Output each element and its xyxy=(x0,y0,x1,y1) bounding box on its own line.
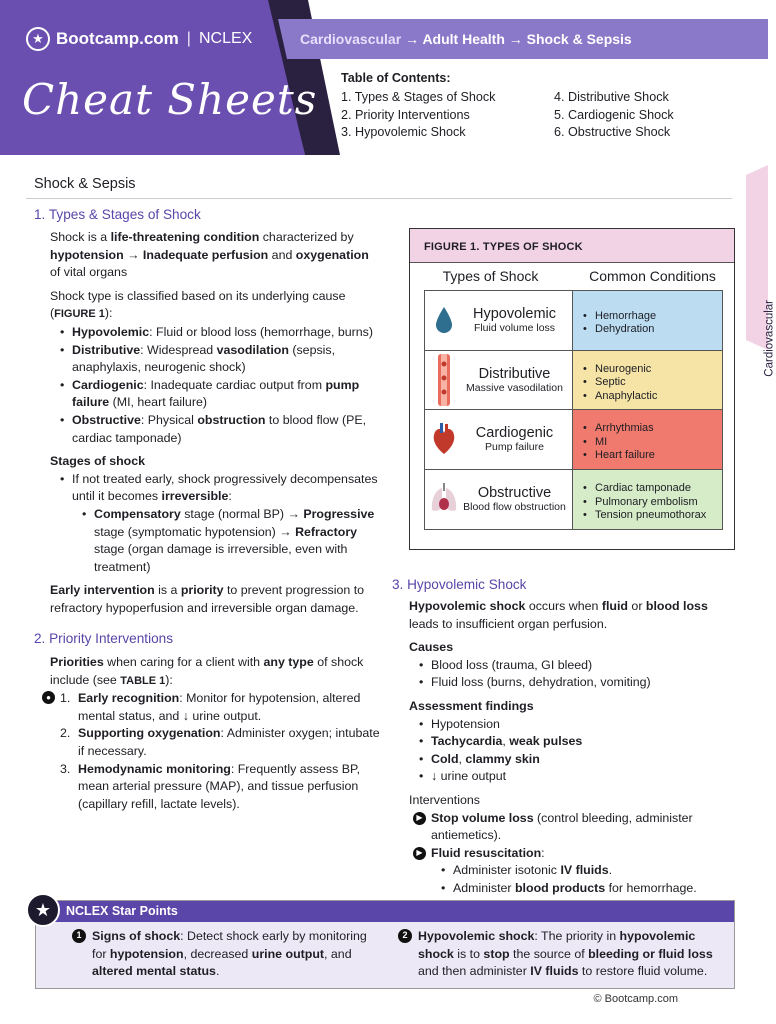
intervention-item: ▶ Stop volume loss (control bleeding, administer antiemetics). xyxy=(409,810,739,845)
shock-type-text xyxy=(457,306,572,334)
shock-type-text xyxy=(457,366,572,394)
shock-type-name: Cardiogenic xyxy=(475,425,554,442)
list-item: • Cold, clammy skin xyxy=(409,751,739,769)
sub-list xyxy=(431,862,739,897)
conditions-cell xyxy=(573,470,722,530)
toc-item[interactable]: 3. Hypovolemic Shock xyxy=(341,125,466,139)
stage-list xyxy=(50,471,380,577)
brand-name: Bootcamp.com xyxy=(56,29,179,48)
condition-item: • Anaphylactic xyxy=(583,390,657,404)
figure-column-headers xyxy=(410,263,734,289)
condition-item: • Dehydration xyxy=(583,323,656,337)
shock-type-name: Distributive xyxy=(478,365,551,382)
list-item: • Obstructive: Physical obstruction to blood flow (PE, cardiac tamponade) xyxy=(50,412,380,447)
figure-row xyxy=(425,410,722,470)
breadcrumb-item[interactable]: Cardiovascular xyxy=(300,31,402,47)
subheading: Stages of shock xyxy=(50,454,146,469)
column-header: Common Conditions xyxy=(589,268,716,284)
brand[interactable] xyxy=(26,27,252,51)
intervention-item: ▶ Fluid resuscitation: • Administer isotonic IV fluids. • Administer blood products for hemorrhage. xyxy=(409,845,739,898)
breadcrumb xyxy=(300,31,632,47)
paragraph: Shock is a life-threatening condition characterized by hypotension → Inadequate perfusion and oxygenation of vital organs xyxy=(50,230,369,280)
condition-item: • Pulmonary embolism xyxy=(583,496,706,510)
shock-type-cell xyxy=(425,291,573,350)
list-item: • Blood loss (trauma, GI bleed) xyxy=(409,657,739,675)
conditions-list xyxy=(583,482,706,523)
conditions-cell xyxy=(573,410,722,469)
figure-title: FIGURE 1. TYPES OF SHOCK xyxy=(410,229,734,263)
condition-item: • Septic xyxy=(583,376,657,390)
paragraph: Early intervention is a priority to prevent progression to refractory hypoperfusion and irreversible organ damage. xyxy=(50,583,365,615)
shock-type-desc: Massive vasodilation xyxy=(466,381,563,394)
shock-type-name: Obstructive xyxy=(477,485,552,502)
shock-type-cell xyxy=(425,410,573,469)
divider xyxy=(26,198,732,199)
shock-type-cell xyxy=(425,351,573,410)
star-badge-icon: ★ xyxy=(26,893,60,927)
causes-list xyxy=(409,657,739,692)
figure-row xyxy=(425,291,722,351)
figure-row xyxy=(425,351,722,411)
star-points-title: NCLEX Star Points xyxy=(36,901,734,922)
number-badge-icon: 2 xyxy=(398,929,412,943)
column-header: Types of Shock xyxy=(442,268,539,284)
condition-item: • Heart failure xyxy=(583,449,655,463)
toc-item[interactable]: 1. Types & Stages of Shock xyxy=(341,90,496,104)
lungs-heart-icon xyxy=(431,482,457,516)
list-item: • ↓ urine output xyxy=(409,768,739,786)
breadcrumb-arrow-icon: → xyxy=(508,31,523,47)
list-item: • Administer blood products for hemorrhage. xyxy=(431,880,739,898)
subheading: Interventions xyxy=(409,792,480,807)
blood-vessel-icon xyxy=(431,363,457,397)
breadcrumb-arrow-icon: → xyxy=(405,31,420,47)
assessment-list xyxy=(409,716,739,786)
number-badge-icon: 1 xyxy=(72,929,86,943)
section-heading-priority: 2. Priority Interventions xyxy=(34,631,174,646)
star-point: 2 Hypovolemic shock: The priority in hypovolemic shock is to stop the source of bleeding or fluid loss and then administer IV fluids to restore fluid volume. xyxy=(398,928,723,981)
header xyxy=(0,0,768,160)
list-item: 2. Supporting oxygenation: Administer oxygen; intubate if necessary. xyxy=(60,726,380,758)
toc-item[interactable]: 6. Obstructive Shock xyxy=(554,125,671,139)
toc-title: Table of Contents: xyxy=(341,71,451,85)
toc-col-2 xyxy=(554,89,754,142)
toc-col-1 xyxy=(341,89,541,142)
toc-item[interactable]: 2. Priority Interventions xyxy=(341,107,470,122)
figure-row xyxy=(425,470,722,530)
shock-type-desc: Fluid volume loss xyxy=(473,322,556,335)
list-item: • Cardiogenic: Inadequate cardiac output from pump failure (MI, heart failure) xyxy=(50,377,380,412)
conditions-cell xyxy=(573,351,722,410)
paragraph: Shock type is classified based on its underlying cause (FIGURE 1): xyxy=(50,288,346,321)
bullet-marker-icon: ▶ xyxy=(413,812,426,825)
condition-item: • Hemorrhage xyxy=(583,310,656,324)
section-title: Shock & Sepsis xyxy=(34,176,136,192)
bullet-marker-icon: ▶ xyxy=(413,847,426,860)
subheading: Causes xyxy=(409,640,454,655)
list-item: • Hypotension xyxy=(409,716,739,734)
subheading: Assessment findings xyxy=(409,698,534,713)
toc-item[interactable]: 4. Distributive Shock xyxy=(554,90,669,104)
brand-separator: | xyxy=(186,30,191,47)
star-point: 1 Signs of shock: Detect shock early by monitoring for hypotension, decreased urine output, and altered mental status. xyxy=(72,928,382,981)
side-tab-label: Cardiovascular xyxy=(764,300,776,377)
copyright: © Bootcamp.com xyxy=(593,993,678,1005)
shock-type-desc: Blood flow obstruction xyxy=(463,501,566,514)
star-logo-icon: ★ xyxy=(26,27,50,51)
list-item: • Hypovolemic: Fluid or blood loss (hemorrhage, burns) xyxy=(50,324,380,342)
list-item: • Administer isotonic IV fluids. xyxy=(431,862,739,880)
breadcrumb-item[interactable]: Shock & Sepsis xyxy=(526,31,632,47)
list-item: • Tachycardia, weak pulses xyxy=(409,733,739,751)
heart-icon xyxy=(431,422,457,456)
condition-item: • Neurogenic xyxy=(583,363,657,377)
paragraph: Priorities when caring for a client with any type of shock include (see TABLE 1): xyxy=(50,655,364,687)
list-item: • Fluid loss (burns, dehydration, vomiting) xyxy=(409,674,739,692)
shock-type-cell xyxy=(425,470,573,530)
conditions-list xyxy=(583,363,657,404)
figure-types-of-shock xyxy=(409,228,735,550)
shock-type-desc: Pump failure xyxy=(485,441,544,454)
paragraph: Hypovolemic shock occurs when fluid or blood loss leads to insufficient organ perfusion. xyxy=(409,599,708,631)
condition-item: • Cardiac tamponade xyxy=(583,482,706,496)
condition-item: • Arrhythmias xyxy=(583,422,655,436)
condition-item: • Tension pneumothorax xyxy=(583,509,706,523)
section-types-body xyxy=(50,229,380,623)
list-item: • Compensatory stage (normal BP) → Progressive stage (symptomatic hypotension) → Refractory stage (organ damage is irreversible, even with treatment) xyxy=(72,506,380,576)
section-hypovolemic-body xyxy=(409,598,739,898)
table-of-contents xyxy=(341,71,674,139)
figure-table xyxy=(424,290,723,530)
section-priority-body xyxy=(46,654,380,813)
blood-drop-icon xyxy=(431,303,457,337)
section-heading-hypovolemic: 3. Hypovolemic Shock xyxy=(392,577,527,592)
conditions-cell xyxy=(573,291,722,350)
list-item: 3. Hemodynamic monitoring: Frequently assess BP, mean arterial pressure (MAP), and tissue perfusion (capillary refill, lactate levels). xyxy=(60,761,361,811)
page-title: Cheat Sheets xyxy=(22,75,318,124)
toc-item[interactable]: 5. Cardiogenic Shock xyxy=(554,107,674,122)
breadcrumb-item[interactable]: Adult Health xyxy=(422,31,505,47)
conditions-list xyxy=(583,422,655,463)
priority-list xyxy=(50,690,380,813)
shock-type-text xyxy=(457,425,572,453)
list-item: • Distributive: Widespread vasodilation (sepsis, anaphylaxis, neurogenic shock) xyxy=(50,342,380,377)
list-item: • If not treated early, shock progressively decompensates until it becomes irreversible: • Compensatory stage (normal BP) → Progressive stage (symptomatic hypotension) → Refractory stage (organ damage is irreversible, even with treatment) xyxy=(50,471,380,577)
shock-type-name: Hypovolemic xyxy=(473,306,556,323)
condition-item: • MI xyxy=(583,436,655,450)
shock-type-text xyxy=(457,485,572,513)
section-heading-types: 1. Types & Stages of Shock xyxy=(34,207,201,222)
shock-type-list xyxy=(50,324,380,447)
list-item: 1. Early recognition: Monitor for hypotension, altered mental status, and ↓ urine output. xyxy=(60,691,361,723)
conditions-list xyxy=(583,310,656,337)
brand-sub: NCLEX xyxy=(198,30,253,47)
priority-marker-icon: ● xyxy=(42,691,55,704)
sub-list xyxy=(72,506,380,576)
